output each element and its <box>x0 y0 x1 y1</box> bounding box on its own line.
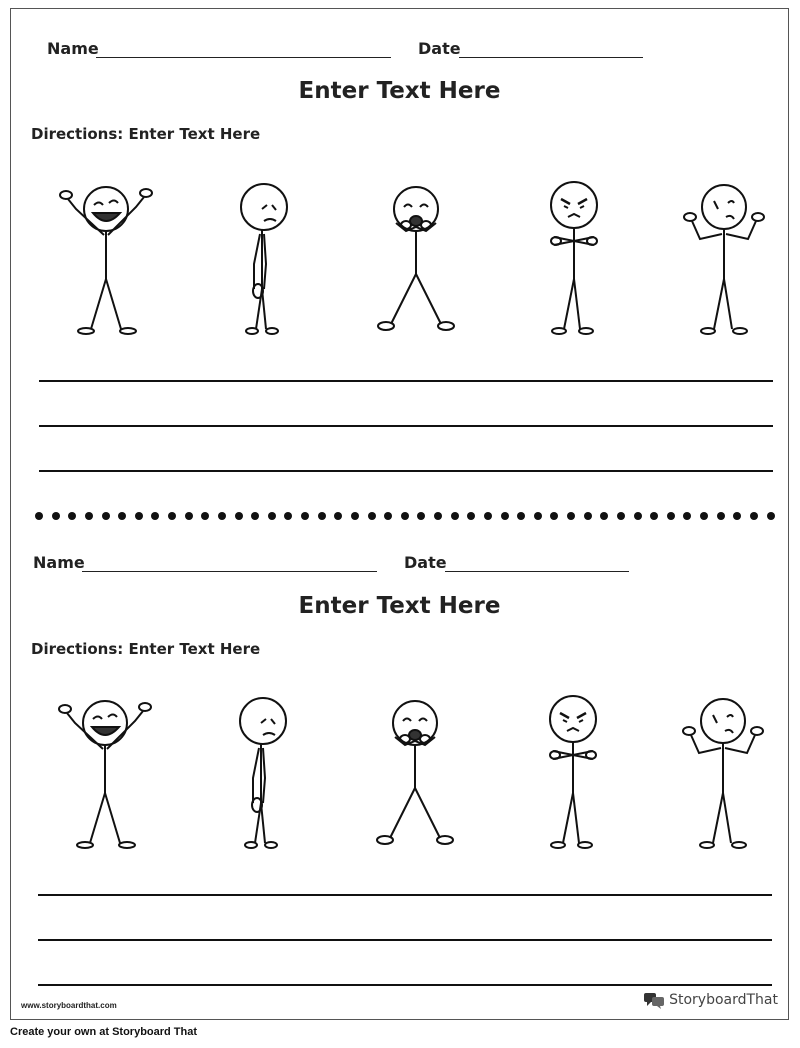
emotion-figures-row <box>11 179 788 354</box>
angry-stick-figure <box>514 179 634 354</box>
directions-text[interactable]: Directions: Enter Text Here <box>31 125 261 143</box>
dotted-cut-line <box>35 509 775 523</box>
writing-line[interactable] <box>38 894 772 896</box>
crying-stick-figure <box>356 179 476 354</box>
worksheet-title[interactable]: Enter Text Here <box>298 593 501 619</box>
name-blank[interactable] <box>82 571 377 572</box>
page-caption[interactable]: Create your own at Storyboard That <box>10 1026 198 1038</box>
laughing-stick-figure <box>46 179 166 354</box>
crying-stick-figure <box>355 693 475 868</box>
name-date-row <box>11 39 788 63</box>
sad-stick-figure <box>203 693 323 868</box>
confused-stick-figure <box>664 179 784 354</box>
sad-stick-figure <box>204 179 324 354</box>
writing-line[interactable] <box>39 380 773 382</box>
worksheet-section-2 <box>11 523 788 1023</box>
writing-line[interactable] <box>38 984 772 986</box>
angry-stick-figure <box>513 693 633 868</box>
brand-name: StoryboardThat <box>669 992 778 1008</box>
name-label: Name <box>47 39 99 58</box>
date-label: Date <box>404 553 447 572</box>
laughing-stick-figure <box>45 693 165 868</box>
date-blank[interactable] <box>459 57 643 58</box>
directions-text[interactable]: Directions: Enter Text Here <box>31 640 261 658</box>
name-blank[interactable] <box>96 57 391 58</box>
date-label: Date <box>418 39 461 58</box>
name-date-row <box>11 553 788 577</box>
speech-bubble-icon <box>643 991 665 1009</box>
storyboardthat-logo[interactable] <box>643 989 778 1011</box>
date-blank[interactable] <box>445 571 629 572</box>
name-label: Name <box>33 553 85 572</box>
emotion-figures-row <box>11 693 788 868</box>
worksheet-section-1 <box>11 9 788 509</box>
confused-stick-figure <box>663 693 783 868</box>
footer-url[interactable]: www.storyboardthat.com <box>21 1001 117 1010</box>
worksheet-page <box>10 8 789 1020</box>
writing-line[interactable] <box>39 470 773 472</box>
worksheet-title[interactable]: Enter Text Here <box>298 78 501 104</box>
writing-line[interactable] <box>39 425 773 427</box>
writing-line[interactable] <box>38 939 772 941</box>
